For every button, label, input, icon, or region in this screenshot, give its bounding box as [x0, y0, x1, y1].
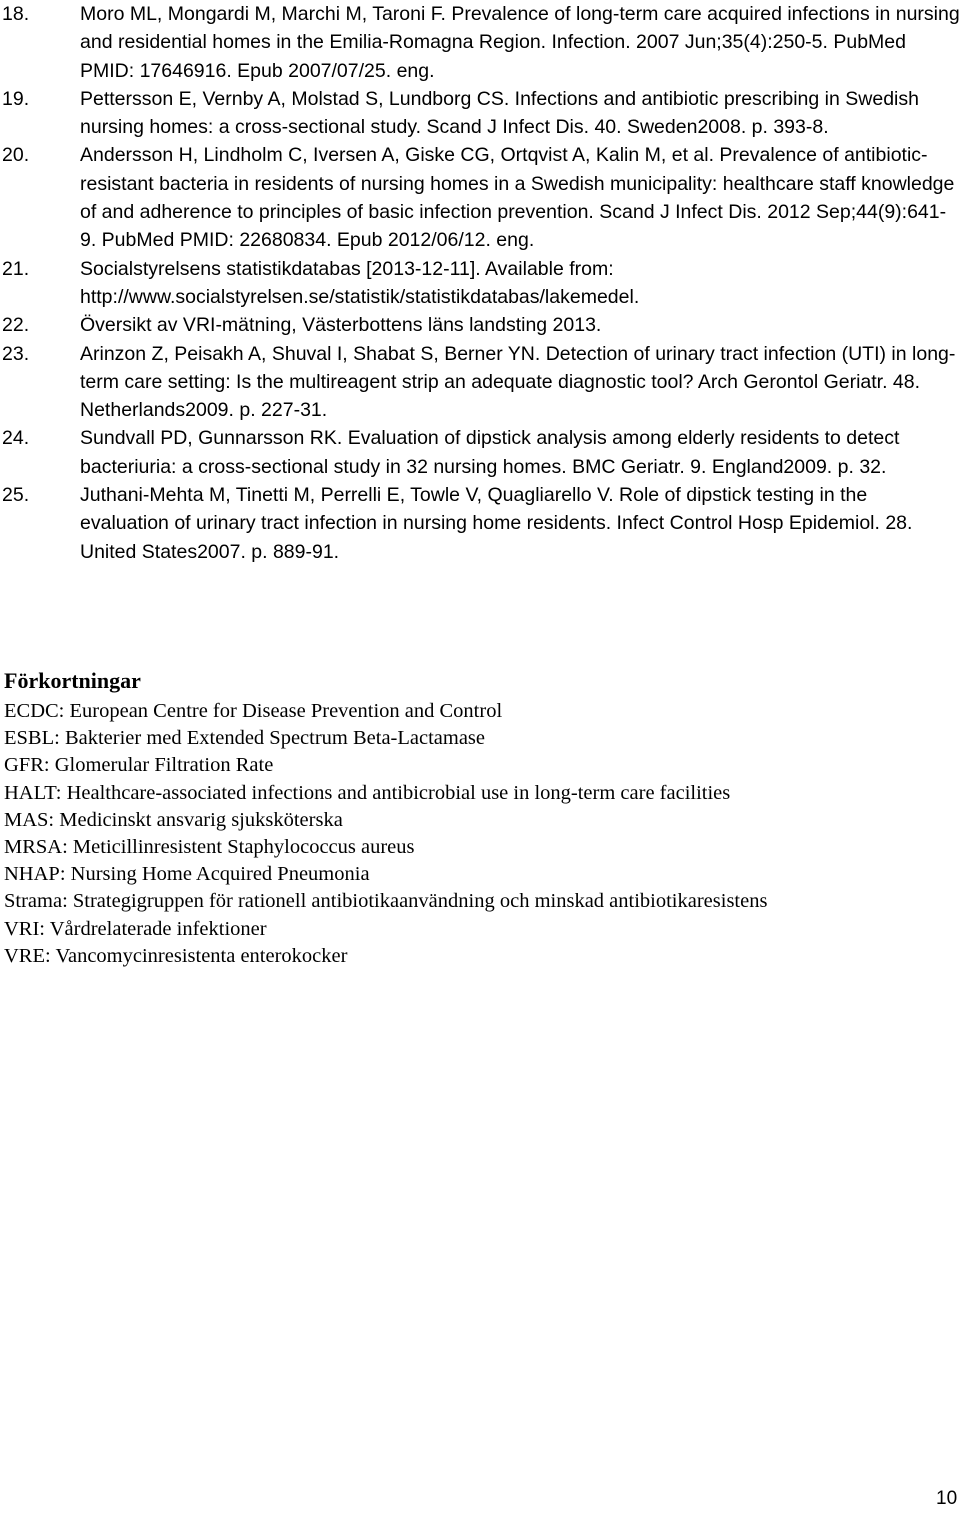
abbreviation-entry: ECDC: European Centre for Disease Prevention and Control [4, 700, 503, 722]
reference-text: Socialstyrelsens statistikdatabas [2013-12-11]. Available from: http://www.socialstyrelsen.se/statistik/statistikdatabas/lakemedel. [80, 257, 640, 308]
abbreviation-entry: Strama: Strategigruppen för rationell antibiotikaanvändning och minskad antibiotikaresistens [4, 890, 768, 913]
reference-item [0, 85, 960, 142]
abbreviation-entry: MAS: Medicinskt ansvarig sjuksköterska [4, 808, 343, 831]
abbreviation-entry: HALT: Healthcare-associated infections and antibicrobial use in long-term care facilities [4, 781, 731, 804]
reference-text: Sundvall PD, Gunnarsson RK. Evaluation of dipstick analysis among elderly residents to detect bacteriuria: a cross-sectional study in 32 nursing homes. BMC Geriatr. 9. England2009. p. 32. [80, 427, 900, 478]
reference-item [0, 424, 960, 481]
abbreviation-entry: MRSA: Meticillinresistent Staphylococcus aureus [4, 836, 415, 859]
abbreviations-section [4, 664, 954, 970]
reference-number: 24. [2, 427, 30, 450]
reference-text: Andersson H, Lindholm C, Iversen A, Giske CG, Ortqvist A, Kalin M, et al. Prevalence of antibiotic-resistant bacteria in residents of nursing homes in a Swedish municipality: healthcare staff knowledge of and adherence to principles of basic infection prevention. Scand J Infect Dis. 2012 Sep;44(9):641-9. PubMed PMID: 22680834. Epub 2012/06/12. eng. [80, 144, 955, 252]
reference-item [0, 311, 960, 339]
abbreviation-entry: VRE: Vancomycinresistenta enterokocker [4, 944, 348, 967]
reference-item [0, 340, 960, 425]
reference-number: 19. [2, 87, 30, 110]
reference-text: Arinzon Z, Peisakh A, Shuval I, Shabat S, Berner YN. Detection of urinary tract infection (UTI) in long-term care setting: Is the multireagent strip an adequate diagnostic tool? Arch Gerontol Geriatr. 48. Netherlands2009. p. 227-31. [80, 342, 956, 422]
reference-item [0, 0, 960, 85]
abbreviation-entry: GFR: Glomerular Filtration Rate [4, 754, 274, 777]
reference-number: 22. [2, 314, 30, 337]
reference-text: Pettersson E, Vernby A, Molstad S, Lundborg CS. Infections and antibiotic prescribing in Swedish nursing homes: a cross-sectional study. Scand J Infect Dis. 40. Sweden2008. p. 393-8. [80, 87, 919, 139]
reference-item [0, 141, 960, 254]
reference-number: 23. [2, 342, 30, 365]
abbreviation-entry: NHAP: Nursing Home Acquired Pneumonia [4, 863, 370, 886]
abbreviations-heading: Förkortningar [4, 668, 141, 693]
reference-number: 18. [2, 3, 30, 25]
reference-item [0, 255, 960, 312]
reference-list [0, 0, 960, 566]
abbreviation-entry: VRI: Vårdrelaterade infektioner [4, 917, 267, 940]
reference-text: Moro ML, Mongardi M, Marchi M, Taroni F. Prevalence of long-term care acquired infections in nursing and residential homes in the Emilia-Romagna Region. Infection. 2007 Jun;35(4):250-5. PubMed PMID: 17646916. Epub 2007/07/25. eng. [80, 3, 960, 82]
reference-item [0, 481, 960, 566]
reference-number: 20. [2, 144, 30, 167]
reference-number: 25. [2, 484, 30, 507]
reference-text: Juthani-Mehta M, Tinetti M, Perrelli E, Towle V, Quagliarello V. Role of dipstick testing in the evaluation of urinary tract infection in nursing home residents. Infect Control Hosp Epidemiol. 28. United States2007. p. 889-91. [80, 484, 913, 563]
page-number: 10 [936, 1488, 958, 1509]
reference-number: 21. [2, 257, 30, 280]
abbreviation-entry: ESBL: Bakterier med Extended Spectrum Beta-Lactamase [4, 727, 486, 750]
reference-text: Översikt av VRI-mätning, Västerbottens läns landsting 2013. [80, 314, 602, 337]
